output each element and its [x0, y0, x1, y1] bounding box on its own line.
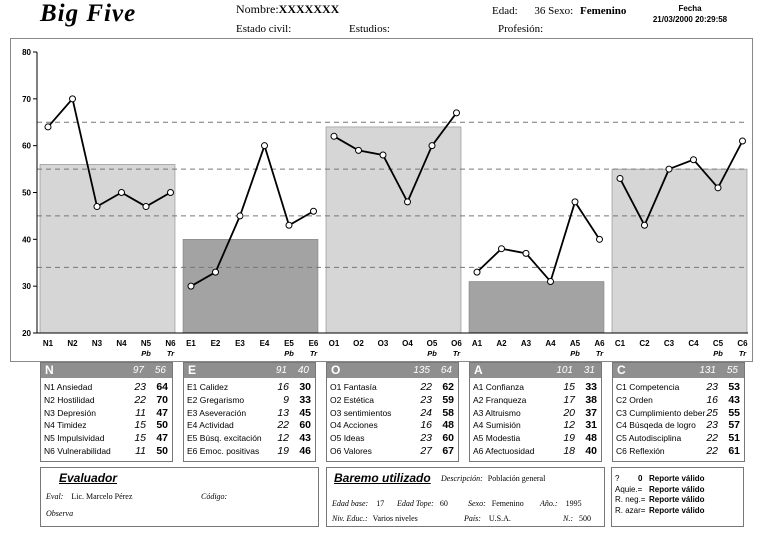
facet-name: E3 Aseveración [187, 407, 247, 418]
bar-a [469, 281, 604, 333]
panel-total-pb: 97 [132, 365, 144, 376]
anio-value: 1995 [565, 499, 582, 508]
bar-o [326, 127, 461, 333]
pais-label: País: [464, 514, 481, 523]
facet-tr: 59 [442, 393, 454, 406]
sublabel-tr-o: Tr [452, 349, 461, 358]
point-e5 [286, 222, 292, 228]
facet-pb: 18 [563, 444, 575, 457]
edad-base-field [332, 499, 384, 508]
niv-educ-value: Varios niveles [372, 514, 418, 523]
reporte-label: R. neg.= [615, 495, 646, 504]
point-e1 [188, 283, 194, 289]
point-e6 [311, 208, 317, 214]
x-tick-label-e4: E4 [259, 339, 270, 348]
x-tick-label-n3: N3 [91, 339, 103, 348]
facet-row [613, 419, 744, 432]
facet-tr: 50 [156, 419, 168, 432]
facet-row [613, 381, 744, 394]
facet-name: O5 Ideas [330, 433, 365, 444]
x-tick-label-c1: C1 [614, 339, 626, 348]
reporte-row [612, 485, 743, 496]
edad-base-value: 17 [376, 499, 385, 508]
facet-row [470, 394, 601, 407]
facet-tr: 55 [728, 406, 740, 419]
edad-tope-label: Edad Tope: [397, 499, 434, 508]
reporte-text: Reporte válido [649, 474, 705, 483]
pais-value: U.S.A. [488, 514, 511, 523]
x-tick-label-e2: E2 [210, 339, 221, 348]
point-n6 [168, 190, 174, 196]
point-n3 [94, 204, 100, 210]
x-tick-label-n4: N4 [116, 339, 127, 348]
eval-field [46, 492, 132, 501]
facet-tr: 61 [728, 444, 740, 457]
estudios-label: Estudios: [349, 23, 390, 35]
point-e2 [213, 269, 219, 275]
point-n5 [143, 204, 149, 210]
descripcion-value: Población general [487, 474, 546, 483]
point-c1 [617, 175, 623, 181]
panel-total-pb: 91 [275, 365, 287, 376]
point-o1 [331, 133, 337, 139]
facet-tr: 43 [728, 393, 740, 406]
facet-tr: 33 [299, 393, 311, 406]
panel-letter: O [331, 363, 341, 377]
x-tick-label-e6: E6 [308, 339, 319, 348]
facet-tr: 40 [585, 444, 597, 457]
facet-name: C2 Orden [616, 394, 653, 405]
y-tick-label-70: 70 [22, 94, 31, 104]
facet-row [41, 394, 172, 407]
facet-name: N1 Ansiedad [44, 382, 93, 392]
x-tick-label-o5: O5 [426, 339, 438, 348]
facet-tr: 47 [156, 432, 168, 445]
x-tick-label-e1: E1 [186, 339, 196, 348]
y-tick-label-40: 40 [22, 235, 31, 245]
facet-pb: 22 [706, 432, 718, 445]
facet-pb: 23 [134, 381, 146, 393]
panel-header [184, 363, 315, 378]
panel-total-tr: 64 [440, 365, 452, 376]
x-tick-label-e3: E3 [235, 339, 245, 348]
reportes-box [611, 467, 744, 527]
facet-pb: 19 [277, 444, 289, 457]
facet-pb: 12 [563, 419, 575, 432]
panel-total-pb: 131 [699, 365, 716, 376]
y-tick-label-30: 30 [22, 282, 31, 292]
panel-header [470, 363, 601, 378]
facet-row [327, 445, 458, 458]
n-value: 500 [579, 514, 591, 523]
panel-total-pb: 101 [556, 365, 573, 376]
x-tick-label-o3: O3 [377, 339, 389, 348]
point-a3 [523, 250, 529, 256]
facet-pb: 11 [135, 406, 146, 419]
y-tick-label-20: 20 [22, 329, 31, 338]
x-tick-label-c3: C3 [663, 339, 675, 348]
facet-tr: 60 [442, 432, 454, 445]
point-a2 [499, 246, 505, 252]
facet-tr: 48 [442, 419, 454, 432]
bar-n [40, 164, 175, 333]
nombre-value: XXXXXXX [278, 2, 340, 16]
x-tick-label-a3: A3 [520, 339, 532, 348]
niv-educ-label: Niv. Educ.: [332, 514, 368, 523]
x-tick-label-a6: A6 [594, 339, 605, 348]
facet-row [470, 445, 601, 458]
n-label: N.: [563, 514, 573, 523]
facet-name: N2 Hostilidad [44, 394, 95, 405]
facet-pb: 12 [277, 432, 289, 445]
facet-tr: 53 [728, 381, 740, 393]
facet-pb: 22 [706, 444, 718, 457]
x-tick-label-n2: N2 [67, 339, 78, 348]
edad-value: 36 [534, 5, 546, 17]
app-logo: Big Five [40, 0, 137, 27]
sublabel-pb-o: Pb [427, 349, 437, 358]
point-e3 [237, 213, 243, 219]
panel-letter: E [188, 363, 197, 377]
y-tick-label-80: 80 [22, 48, 31, 57]
facet-name: A4 Sumisión [473, 420, 521, 431]
facet-tr: 47 [156, 406, 168, 419]
estado-civil-label: Estado civil: [236, 23, 292, 35]
panel-letter: A [474, 363, 483, 377]
facet-row [470, 419, 601, 432]
facet-row [470, 407, 601, 420]
sublabel-tr-a: Tr [595, 349, 604, 358]
descripcion-field [441, 474, 545, 483]
facet-row [41, 445, 172, 458]
facet-name: N6 Vulnerabilidad [44, 445, 111, 456]
facet-name: O1 Fantasía [330, 382, 377, 392]
x-tick-label-o1: O1 [328, 339, 340, 348]
point-o4 [405, 199, 411, 205]
point-n1 [45, 124, 51, 130]
reporte-label: ? [615, 474, 620, 483]
facet-row [327, 407, 458, 420]
point-o3 [380, 152, 386, 158]
facet-name: E2 Gregarismo [187, 394, 245, 405]
n-field [563, 514, 591, 523]
reporte-row [612, 474, 743, 485]
edad-tope-value: 60 [439, 499, 448, 508]
reporte-text: Reporte válido [649, 505, 705, 515]
facet-name: C3 Cumplimiento deber [616, 407, 706, 418]
point-c5 [715, 185, 721, 191]
point-c2 [642, 222, 648, 228]
x-tick-label-c5: C5 [712, 339, 724, 348]
facet-pb: 23 [706, 381, 718, 393]
facet-name: C4 Búsqeda de logro [616, 420, 696, 431]
facet-pb: 9 [283, 393, 289, 406]
facet-pb: 27 [420, 444, 432, 457]
facet-name: A2 Franqueza [473, 394, 527, 405]
facet-row [184, 407, 315, 420]
x-tick-label-n1: N1 [42, 339, 54, 348]
facet-name: E1 Calidez [187, 382, 229, 392]
facet-pb: 23 [420, 393, 432, 406]
sublabel-pb-n: Pb [141, 349, 151, 358]
x-tick-label-a5: A5 [569, 339, 581, 348]
baremo-sexo-value: Femenino [491, 499, 524, 508]
facet-pb: 16 [420, 419, 432, 432]
facet-name: C5 Autodisciplina [616, 433, 682, 444]
panel-header [327, 363, 458, 378]
edad-base-label: Edad base: [332, 499, 369, 508]
bar-c [612, 169, 747, 333]
facet-tr: 43 [299, 432, 311, 445]
facet-tr: 57 [728, 419, 740, 432]
reporte-row [612, 495, 743, 506]
facet-row [613, 432, 744, 445]
facet-tr: 67 [442, 444, 454, 457]
x-tick-label-a2: A2 [496, 339, 507, 348]
panel-n [40, 362, 173, 462]
pais-field [464, 514, 511, 523]
reporte-label: Aquie.= [615, 484, 643, 494]
panel-total-tr: 56 [154, 365, 166, 376]
panel-header [41, 363, 172, 378]
point-c3 [666, 166, 672, 172]
facet-pb: 24 [420, 406, 432, 419]
facet-tr: 37 [585, 406, 597, 419]
facet-pb: 25 [706, 406, 718, 419]
facet-row [470, 432, 601, 445]
facet-pb: 17 [563, 393, 575, 406]
x-tick-label-a1: A1 [471, 339, 483, 348]
facet-row [327, 381, 458, 394]
facet-pb: 15 [134, 419, 146, 432]
reporte-text: Reporte válido [649, 495, 705, 504]
x-tick-label-o2: O2 [353, 339, 364, 348]
facet-row [41, 407, 172, 420]
bar-e [183, 239, 318, 333]
sublabel-pb-c: Pb [713, 349, 723, 358]
sublabel-pb-e: Pb [284, 349, 294, 358]
panel-letter: N [45, 363, 54, 377]
point-o5 [429, 143, 435, 149]
x-tick-label-c6: C6 [737, 339, 748, 348]
facet-name: A3 Altruismo [473, 407, 521, 418]
facet-tr: 46 [299, 444, 311, 457]
point-a5 [572, 199, 578, 205]
point-a1 [474, 269, 480, 275]
codigo-label: Código: [201, 492, 228, 501]
reporte-count: 0 [638, 474, 643, 483]
facet-tr: 38 [585, 393, 597, 406]
facet-tr: 58 [442, 406, 454, 419]
baremo-sexo-field [468, 499, 524, 508]
facet-tr: 64 [156, 381, 168, 393]
panel-e [183, 362, 316, 462]
x-tick-label-o4: O4 [402, 339, 413, 348]
facet-row [327, 419, 458, 432]
facet-pb: 22 [277, 419, 289, 432]
descripcion-label: Descripción: [441, 474, 483, 483]
x-tick-label-o6: O6 [451, 339, 462, 348]
point-c6 [740, 138, 746, 144]
facet-name: O2 Estética [330, 394, 374, 405]
nombre-label: Nombre: [236, 2, 279, 16]
baremo-title: Baremo utilizado [334, 471, 431, 485]
facet-pb: 16 [277, 381, 289, 393]
sexo-value: Femenino [579, 5, 627, 17]
eval-label: Eval: [46, 492, 64, 501]
facet-row [613, 394, 744, 407]
eval-value: Lic. Marcelo Pérez [71, 492, 133, 501]
reportes-list [612, 474, 743, 516]
evaluador-title: Evaluador [59, 471, 118, 485]
reporte-text: Reporte válido [649, 484, 705, 494]
y-tick-label-50: 50 [22, 188, 31, 198]
facet-name: E6 Emoc. positivas [187, 445, 260, 456]
x-tick-label-n5: N5 [140, 339, 152, 348]
baremo-box [326, 467, 605, 527]
facet-row [41, 432, 172, 445]
facet-name: N4 Timidez [44, 420, 87, 431]
point-a4 [548, 278, 554, 284]
facet-tr: 31 [585, 419, 597, 432]
anio-field [540, 499, 582, 508]
facet-row [613, 407, 744, 420]
facet-row [184, 394, 315, 407]
sexo-label: Sexo: [548, 5, 574, 17]
facet-pb: 20 [563, 406, 575, 419]
facet-tr: 30 [299, 381, 311, 393]
niv-educ-field [332, 514, 418, 523]
sublabel-tr-e: Tr [309, 349, 318, 358]
reporte-label: R. azar= [615, 505, 646, 515]
facet-row [613, 445, 744, 458]
profesion-label: Profesión: [498, 23, 544, 35]
facet-row [184, 432, 315, 445]
panel-c [612, 362, 745, 462]
panel-o [326, 362, 459, 462]
facet-tr: 62 [442, 381, 454, 393]
sublabel-tr-n: Tr [166, 349, 175, 358]
facet-name: E5 Búsq. excitación [187, 433, 262, 444]
facet-row [184, 445, 315, 458]
facet-name: O6 Valores [330, 445, 372, 456]
anio-label: Año.: [540, 499, 558, 508]
facet-name: O3 sentimientos [330, 407, 392, 418]
facet-name: O4 Acciones [330, 420, 378, 431]
facet-pb: 11 [135, 444, 146, 457]
x-tick-label-e5: E5 [284, 339, 294, 348]
facet-pb: 23 [420, 432, 432, 445]
x-tick-label-c2: C2 [639, 339, 650, 348]
facet-pb: 22 [420, 381, 432, 393]
fecha-value: 21/03/2000 20:29:58 [652, 15, 728, 24]
facet-tr: 51 [728, 432, 740, 445]
point-e4 [262, 143, 268, 149]
x-tick-label-a4: A4 [545, 339, 556, 348]
facet-row [470, 381, 601, 394]
facet-tr: 50 [156, 444, 168, 457]
sublabel-pb-a: Pb [570, 349, 580, 358]
edad-tope-field [397, 499, 448, 508]
evaluador-box [40, 467, 319, 527]
facet-row [327, 432, 458, 445]
facet-tr: 70 [156, 393, 168, 406]
point-o6 [454, 110, 460, 116]
facet-pb: 16 [706, 393, 718, 406]
panel-letter: C [617, 363, 626, 377]
facet-name: N3 Depresión [44, 407, 96, 418]
facet-name: E4 Actividad [187, 420, 234, 431]
facet-name: A6 Afectuosidad [473, 445, 535, 456]
facet-pb: 22 [134, 393, 146, 406]
panel-header [613, 363, 744, 378]
reporte-row [612, 506, 743, 517]
facet-row [327, 394, 458, 407]
x-tick-label-c4: C4 [688, 339, 699, 348]
facet-pb: 15 [563, 381, 575, 393]
facet-pb: 19 [563, 432, 575, 445]
facet-row [41, 381, 172, 394]
facet-tr: 60 [299, 419, 311, 432]
facet-tr: 33 [585, 381, 597, 393]
x-tick-label-n6: N6 [165, 339, 176, 348]
point-c4 [691, 157, 697, 163]
facet-name: C6 Reflexión [616, 445, 665, 456]
panel-total-tr: 40 [297, 365, 309, 376]
facet-pb: 13 [277, 406, 289, 419]
facet-name: A5 Modestia [473, 433, 521, 444]
point-n4 [119, 190, 125, 196]
facet-tr: 48 [585, 432, 597, 445]
facet-tr: 45 [299, 406, 311, 419]
point-o2 [356, 147, 362, 153]
panel-total-tr: 31 [583, 365, 595, 376]
facet-name: C1 Competencia [616, 382, 680, 392]
facet-row [41, 419, 172, 432]
facet-pb: 15 [134, 432, 146, 445]
y-tick-label-60: 60 [22, 141, 31, 151]
facet-name: A1 Confianza [473, 382, 525, 392]
panel-a [469, 362, 602, 462]
facet-name: N5 Impulsividad [44, 433, 105, 444]
baremo-sexo-label: Sexo: [468, 499, 486, 508]
point-a6 [597, 236, 603, 242]
facet-pb: 23 [706, 419, 718, 432]
panel-total-tr: 55 [726, 365, 738, 376]
panel-total-pb: 135 [413, 365, 430, 376]
fecha-label: Fecha [678, 4, 702, 13]
facet-row [184, 419, 315, 432]
facet-row [184, 381, 315, 394]
sublabel-tr-c: Tr [738, 349, 747, 358]
edad-label: Edad: [492, 5, 518, 17]
point-n2 [70, 96, 76, 102]
observ-label: Observa [46, 509, 74, 518]
